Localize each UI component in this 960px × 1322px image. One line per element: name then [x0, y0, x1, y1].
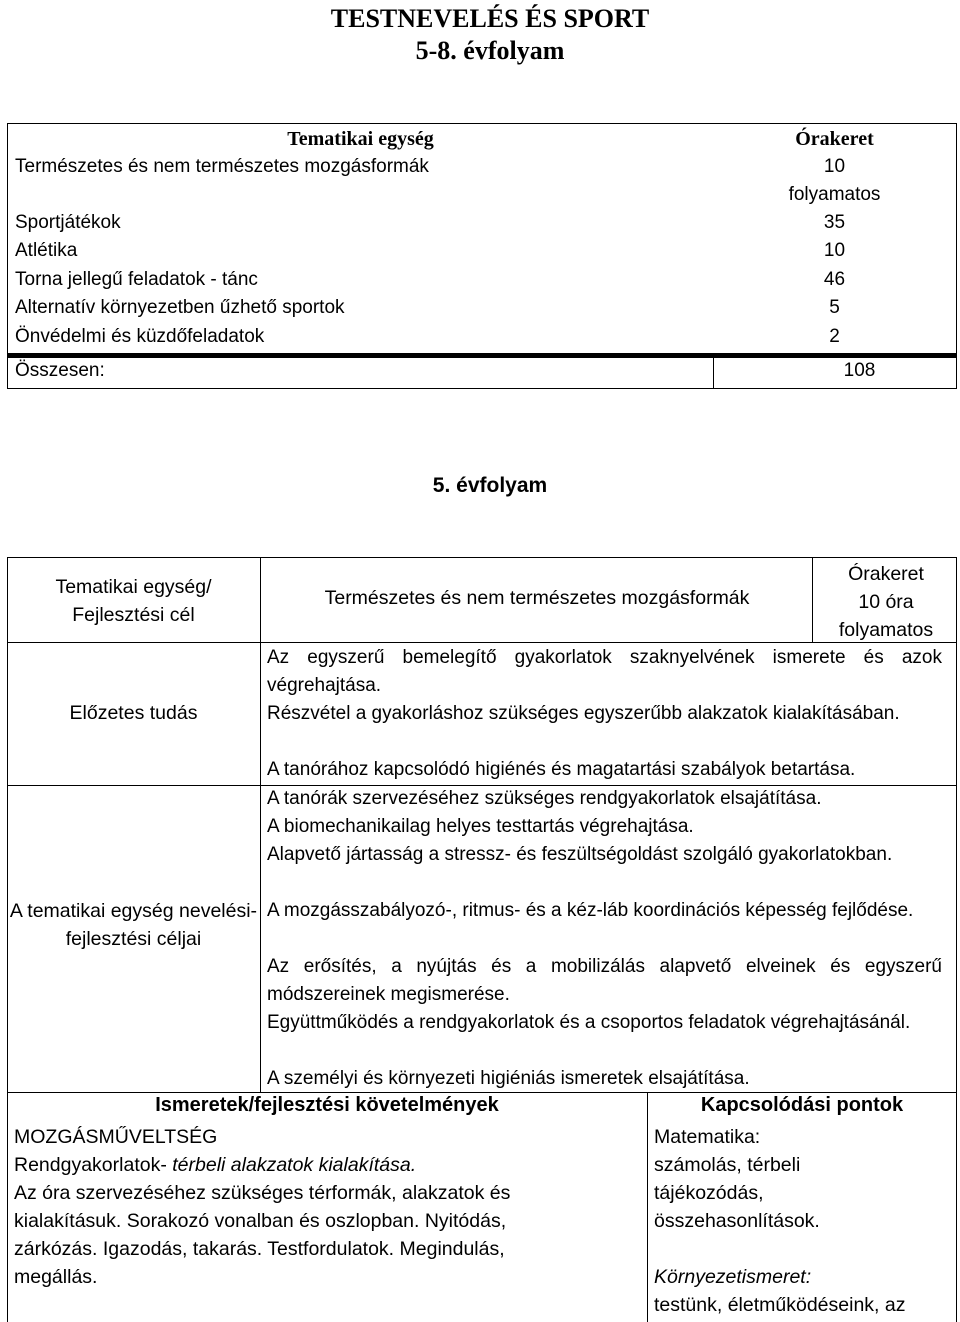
requirement-item-italic: térbeli alakzatok kialakítása. [172, 1154, 417, 1176]
link-subject: Környezetismeret: [654, 1266, 812, 1288]
link-line: számolás, térbeli [654, 1154, 801, 1176]
unit-table [7, 557, 957, 1322]
summary-row-name: Alternatív környezetben űzhető sportok [15, 297, 345, 318]
summary-row-hours: 46 [823, 269, 846, 290]
summary-row-hours: 10 [823, 156, 846, 177]
unit-hours-label: Órakeret [848, 563, 924, 585]
goal-item: Együttműködés a rendgyakorlatok és a csoportos feladatok végrehajtásánál. [267, 1012, 911, 1033]
link-line: tájékozódás, [654, 1182, 764, 1204]
requirement-line: megállás. [14, 1266, 98, 1288]
summary-row [8, 324, 956, 352]
divider [812, 557, 813, 642]
divider [8, 353, 956, 358]
summary-header-row [8, 126, 956, 154]
summary-row-hours: folyamatos [788, 184, 881, 205]
summary-row [8, 154, 956, 182]
prior-label: Előzetes tudás [69, 702, 198, 724]
summary-row-name: Természetes és nem természetes mozgásformák [15, 156, 429, 177]
summary-row [8, 295, 956, 323]
divider [7, 1092, 8, 1322]
summary-row-name: Atlétika [15, 240, 78, 261]
summary-row-hours: 10 [823, 240, 846, 261]
unit-hours [815, 560, 957, 644]
summary-row [8, 267, 956, 295]
requirement-item-label: Rendgyakorlatok- [14, 1154, 167, 1176]
summary-row-hours: 2 [829, 326, 840, 347]
goals-label: A tematikai egység nevelési-fejlesztési céljai [9, 900, 258, 950]
links-header: Kapcsolódási pontok [700, 1094, 904, 1116]
goal-item: A mozgásszabályozó-, ritmus- és a kéz-láb koordinációs képesség fejlődése. [267, 900, 914, 921]
summary-row [8, 182, 956, 210]
grade-title: 5. évfolyam [432, 474, 548, 497]
summary-row-hours: 35 [823, 212, 846, 233]
section-title: MOZGÁSMŰVELTSÉG [14, 1126, 218, 1148]
requirements-header: Ismeretek/fejlesztési követelmények [155, 1094, 499, 1116]
summary-col-topic: Tematikai egység [287, 128, 434, 150]
requirement-line: Az óra szervezéséhez szükséges térformák, alakzatok és [14, 1182, 511, 1204]
summary-row-hours: 5 [829, 297, 840, 318]
summary-table [7, 123, 957, 389]
divider [260, 557, 261, 1092]
goal-item: A személyi és környezeti higiéniás ismeretek elsajátítása. [267, 1068, 750, 1089]
summary-row [8, 238, 956, 266]
divider [956, 557, 957, 1322]
summary-row [8, 210, 956, 238]
unit-hours-note: folyamatos [838, 619, 934, 641]
summary-row-name: Torna jellegű feladatok - tánc [15, 269, 258, 290]
requirement-line: kialakításuk. Sorakozó vonalban és oszlopban. Nyitódás, [14, 1210, 507, 1232]
link-line: testünk, életműködéseink, az [654, 1294, 906, 1316]
requirement-line: zárkózás. Igazodás, takarás. Testfordulatok. Megindulás, [14, 1238, 505, 1260]
goal-item: A tanórák szervezéséhez szükséges rendgyakorlatok elsajátítása. [267, 788, 822, 809]
link-line: összehasonlítások. [654, 1210, 820, 1232]
summary-total-value: 108 [843, 360, 876, 381]
requirement-item [14, 1151, 594, 1179]
page-title: TESTNEVELÉS ÉS SPORT [330, 4, 650, 33]
prior-item: A tanórához kapcsolódó higiénés és magatartási szabályok betartása. [267, 759, 856, 780]
goal-item: Az erősítés, a nyújtás és a mobilizálás alapvető elveinek és egyszerű módszereinek megismerése. [267, 956, 942, 1005]
summary-row-name: Önvédelmi és küzdőfeladatok [15, 326, 265, 347]
goal-item: A biomechanikailag helyes testtartás végrehajtása. [267, 816, 694, 837]
divider [7, 557, 8, 1092]
prior-item: Az egyszerű bemelegítő gyakorlatok szaknyelvének ismerete és azok végrehajtása. [267, 647, 942, 696]
summary-total-label: Összesen: [15, 360, 105, 381]
page-subtitle: 5-8. évfolyam [415, 36, 565, 65]
goal-item: Alapvető jártasság a stressz- és feszültségoldást szolgáló gyakorlatokban. [267, 844, 893, 865]
divider [7, 557, 957, 558]
summary-row-name: Sportjátékok [15, 212, 121, 233]
unit-hours-value: 10 óra [858, 591, 914, 613]
prior-item: Részvétel a gyakorláshoz szükséges egyszerűbb alakzatok kialakításában. [267, 703, 900, 724]
summary-col-hours: Órakeret [795, 128, 874, 150]
unit-topic: Természetes és nem természetes mozgásformák [324, 587, 750, 609]
link-subject: Matematika: [654, 1126, 761, 1148]
divider [647, 1092, 648, 1322]
unit-left-header: Tematikai egység/ Fejlesztési cél [55, 576, 212, 626]
